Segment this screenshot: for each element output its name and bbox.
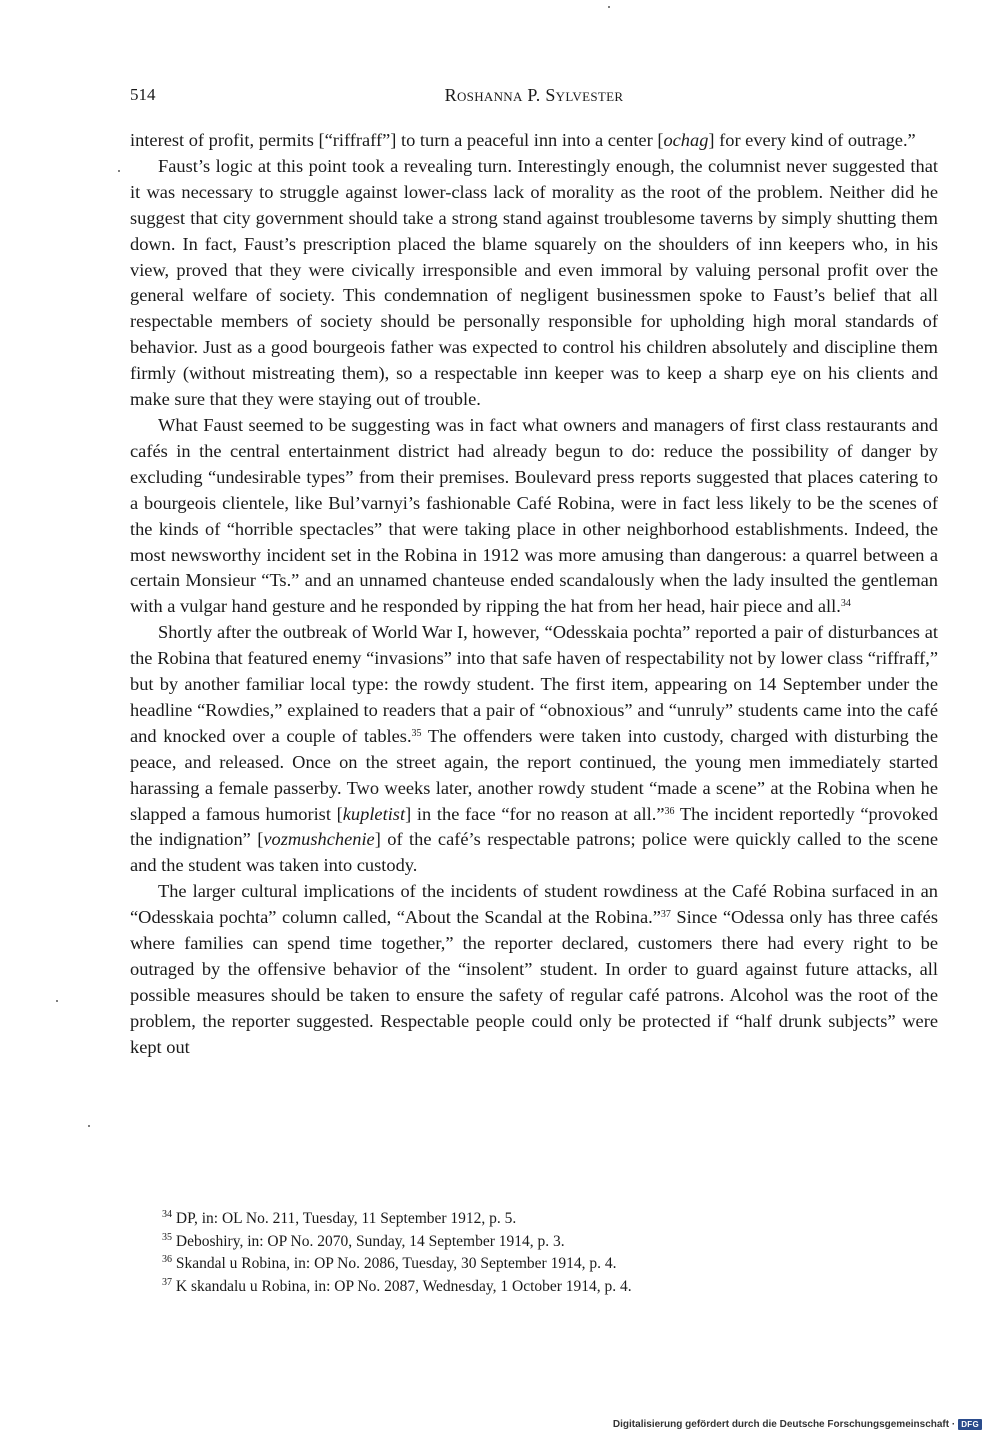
footnote: $^{35}$ Deboshiry, in: OP No. 2070, Sunday, 14 September 1914, p. 3. (162, 1231, 565, 1250)
credit-text: Digitalisierung gefördert durch die Deutsche Forschungsgemeinschaft · (612, 1419, 956, 1430)
scan-speck (608, 6, 610, 8)
paragraph: What Faust seemed to be suggesting was in fact what owners and managers of first class restaurants and cafés in the central entertainment district had already begun to do: reduce the possibility of danger by excluding “undesirable types” from their premises. Boulevard press reports suggested that places catering to a bourgeois clientele, like Bul’varnyi’s fashionable Café Robina, were in fact less likely to be the scenes of the kinds of “horrible spectacles” that were taking place in other neighborhood establishments. Indeed, the most newsworthy incident set in the Robina in 1912 was more amusing than dangerous: a quarrel between a certain Monsieur “Ts.” and an unnamed chanteuse ended scandalously when the lady insulted the gentleman with a vulgar hand gesture and he responded by ripping the hat from her head, hair piece and all.$^{34}$ (130, 414, 938, 617)
page-number: 514 (130, 85, 156, 104)
footnote: $^{37}$ K skandalu u Robina, in: OP No. 2087, Wednesday, 1 October 1914, p. 4. (162, 1276, 632, 1295)
scan-speck (56, 1000, 58, 1002)
paragraph: Shortly after the outbreak of World War I, however, “Odesskaia pochta” reported a pair of disturbances at the Robina that featured enemy “invasions” into that safe haven of respectability not by lower class “riffraff,” but by another familiar local type: the rowdy student. The first item, appearing on 14 September under the headline “Rowdies,” explained to readers that a pair of “obnoxious” and “unruly” students came into the café and knocked over a couple of tables.$^{35}$ The offenders were taken into custody, charged with disturbing the peace, and released. Once on the street again, the report continued, the young men immediately started harassing a female passerby. Two weeks later, another rowdy student “made a scene” at the Robina when he slapped a famous humorist [kupletist] in the face “for no reason at all.”$^{36}$ The incident reportedly “provoked the indignation” [vozmushchenie] of the café’s respectable patrons; police were quickly called to the scene and the student was taken into custody. (130, 622, 938, 876)
running-head: Roshanna P. Sylvester (444, 85, 624, 105)
dfg-logo: DFG (958, 1419, 982, 1430)
paragraph: Faust’s logic at this point took a revealing turn. Interestingly enough, the columnist never suggested that it was necessary to struggle against lower-class lack of morality as the root of the problem. Neither did he suggest that city government should take a strong stand against troublesome taverns by simply shutting them down. In fact, Faust’s prescription placed the blame squarely on the shoulders of inn keepers who, in his view, proved that they were civically irresponsible and even immoral by valuing personal profit over the general welfare of society. This condemnation of negligent businessmen spoke to Faust’s belief that all respectable members of society should be personally responsible for upholding high moral standards of behavior. Just as a good bourgeois father was expected to control his children absolutely and discipline them firmly (without mistreating them), so a respectable inn keeper was to keep a sharp eye on his clients and make sure that they were staying out of trouble. (130, 155, 938, 410)
footnotes (162, 1208, 938, 1298)
footnote: $^{36}$ Skandal u Robina, in: OP No. 2086, Tuesday, 30 September 1914, p. 4. (162, 1254, 617, 1272)
body-text (130, 128, 938, 1061)
footnote: $^{34}$ DP, in: OL No. 211, Tuesday, 11 September 1912, p. 5. (162, 1209, 517, 1227)
scan-speck (88, 1125, 90, 1127)
paragraph: The larger cultural implications of the incidents of student rowdiness at the Café Robina surfaced in an “Odesskaia pochta” column called, “About the Scandal at the Robina.”$^{37}$ Since “Odessa only has three cafés where families can spend time together,” the reporter declared, customers there had every right to be outraged by the offensive behavior of the “insolent” student. In order to guard against future attacks, all possible measures should be taken to ensure the safety of regular café patrons. Alcohol was the root of the problem, the reporter suggested. Respectable people could only be protected if “half drunk subjects” were kept out (130, 881, 938, 1057)
page-header (130, 80, 938, 110)
paragraph: interest of profit, permits [“riffraff”] to turn a peaceful inn into a center [ochag] for every kind of outrage.” (130, 130, 916, 150)
scan-speck (118, 170, 120, 172)
digitization-credit (613, 1419, 982, 1430)
